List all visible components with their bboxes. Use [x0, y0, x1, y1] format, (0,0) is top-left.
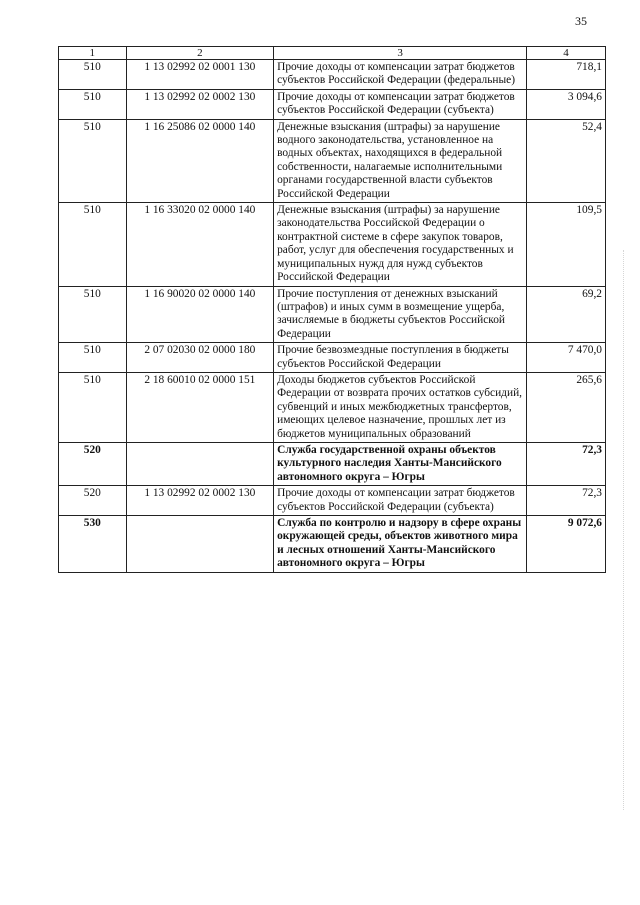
- header-col-4: 4: [527, 47, 606, 60]
- table-row: [59, 286, 606, 343]
- table-row: [59, 203, 606, 286]
- revenue-name-cell: Прочие доходы от компенсации затрат бюджетов субъектов Российской Федерации (субъекта): [274, 486, 527, 516]
- header-col-1: 1: [59, 47, 127, 60]
- revenue-code-cell: 1 13 02992 02 0002 130: [126, 486, 274, 516]
- admin-code-cell: 510: [59, 286, 127, 343]
- admin-code-cell: 510: [59, 372, 127, 442]
- revenue-name-cell: Прочие безвозмездные поступления в бюджеты субъектов Российской Федерации: [274, 343, 527, 373]
- admin-code-cell: 510: [59, 89, 127, 119]
- revenue-name-cell: Денежные взыскания (штрафы) за нарушение законодательства Российской Федерации о контрактной системе в сфере закупок товаров, работ, услуг для обеспечения государственных и муниципальных нужд для нужд субъектов Российской Федерации: [274, 203, 527, 286]
- revenue-name-cell: Служба государственной охраны объектов культурного наследия Ханты-Мансийского автономного округа – Югры: [274, 442, 527, 485]
- revenue-name-cell: Служба по контролю и надзору в сфере охраны окружающей среды, объектов животного мира и лесных отношений Ханты-Мансийского автономного округа – Югры: [274, 516, 527, 573]
- revenue-name-cell: Прочие доходы от компенсации затрат бюджетов субъектов Российской Федерации (субъекта): [274, 89, 527, 119]
- header-col-3: 3: [274, 47, 527, 60]
- revenue-name-cell: Прочие поступления от денежных взысканий (штрафов) и иных сумм в возмещение ущерба, зачисляемые в бюджеты субъектов Российской Федерации: [274, 286, 527, 343]
- admin-code-cell: 520: [59, 486, 127, 516]
- table-row-section-header: [59, 516, 606, 573]
- table-row: [59, 372, 606, 442]
- revenue-name-cell: Доходы бюджетов субъектов Российской Федерации от возврата прочих остатков субсидий, субвенций и иных межбюджетных трансфертов, имеющих целевое назначение, прошлых лет из бюджетов муниципальных образований: [274, 372, 527, 442]
- revenue-code-cell: 1 16 33020 02 0000 140: [126, 203, 274, 286]
- revenue-name-cell: Денежные взыскания (штрафы) за нарушение водного законодательства, установленное на водных объектах, находящихся в федеральной собственности, налагаемые исполнительными органами государственной власти субъектов Российской Федерации: [274, 119, 527, 202]
- page-number: 35: [575, 14, 587, 28]
- revenue-code-cell: 1 16 25086 02 0000 140: [126, 119, 274, 202]
- admin-code-cell: 510: [59, 203, 127, 286]
- amount-cell: 718,1: [527, 60, 606, 90]
- revenue-code-cell: [126, 516, 274, 573]
- table-body: [59, 60, 606, 573]
- amount-cell: 7 470,0: [527, 343, 606, 373]
- revenue-code-cell: 1 13 02992 02 0001 130: [126, 60, 274, 90]
- admin-code-cell: 520: [59, 442, 127, 485]
- amount-cell: 109,5: [527, 203, 606, 286]
- amount-cell: 3 094,6: [527, 89, 606, 119]
- revenue-code-cell: 1 16 90020 02 0000 140: [126, 286, 274, 343]
- table-row: [59, 343, 606, 373]
- revenue-name-cell: Прочие доходы от компенсации затрат бюджетов субъектов Российской Федерации (федеральные): [274, 60, 527, 90]
- revenue-code-cell: [126, 442, 274, 485]
- amount-cell: 52,4: [527, 119, 606, 202]
- revenue-table: [58, 46, 606, 573]
- table-row-section-header: [59, 442, 606, 485]
- table-header: [59, 47, 606, 60]
- header-row: [59, 47, 606, 60]
- table-row: [59, 486, 606, 516]
- admin-code-cell: 510: [59, 60, 127, 90]
- amount-cell: 69,2: [527, 286, 606, 343]
- scan-edge-marks: [623, 250, 628, 810]
- amount-cell: 72,3: [527, 442, 606, 485]
- table-row: [59, 119, 606, 202]
- revenue-code-cell: 1 13 02992 02 0002 130: [126, 89, 274, 119]
- amount-cell: 265,6: [527, 372, 606, 442]
- revenue-code-cell: 2 07 02030 02 0000 180: [126, 343, 274, 373]
- amount-cell: 9 072,6: [527, 516, 606, 573]
- admin-code-cell: 530: [59, 516, 127, 573]
- header-col-2: 2: [126, 47, 274, 60]
- table-row: [59, 89, 606, 119]
- admin-code-cell: 510: [59, 343, 127, 373]
- revenue-code-cell: 2 18 60010 02 0000 151: [126, 372, 274, 442]
- amount-cell: 72,3: [527, 486, 606, 516]
- admin-code-cell: 510: [59, 119, 127, 202]
- table-row: [59, 60, 606, 90]
